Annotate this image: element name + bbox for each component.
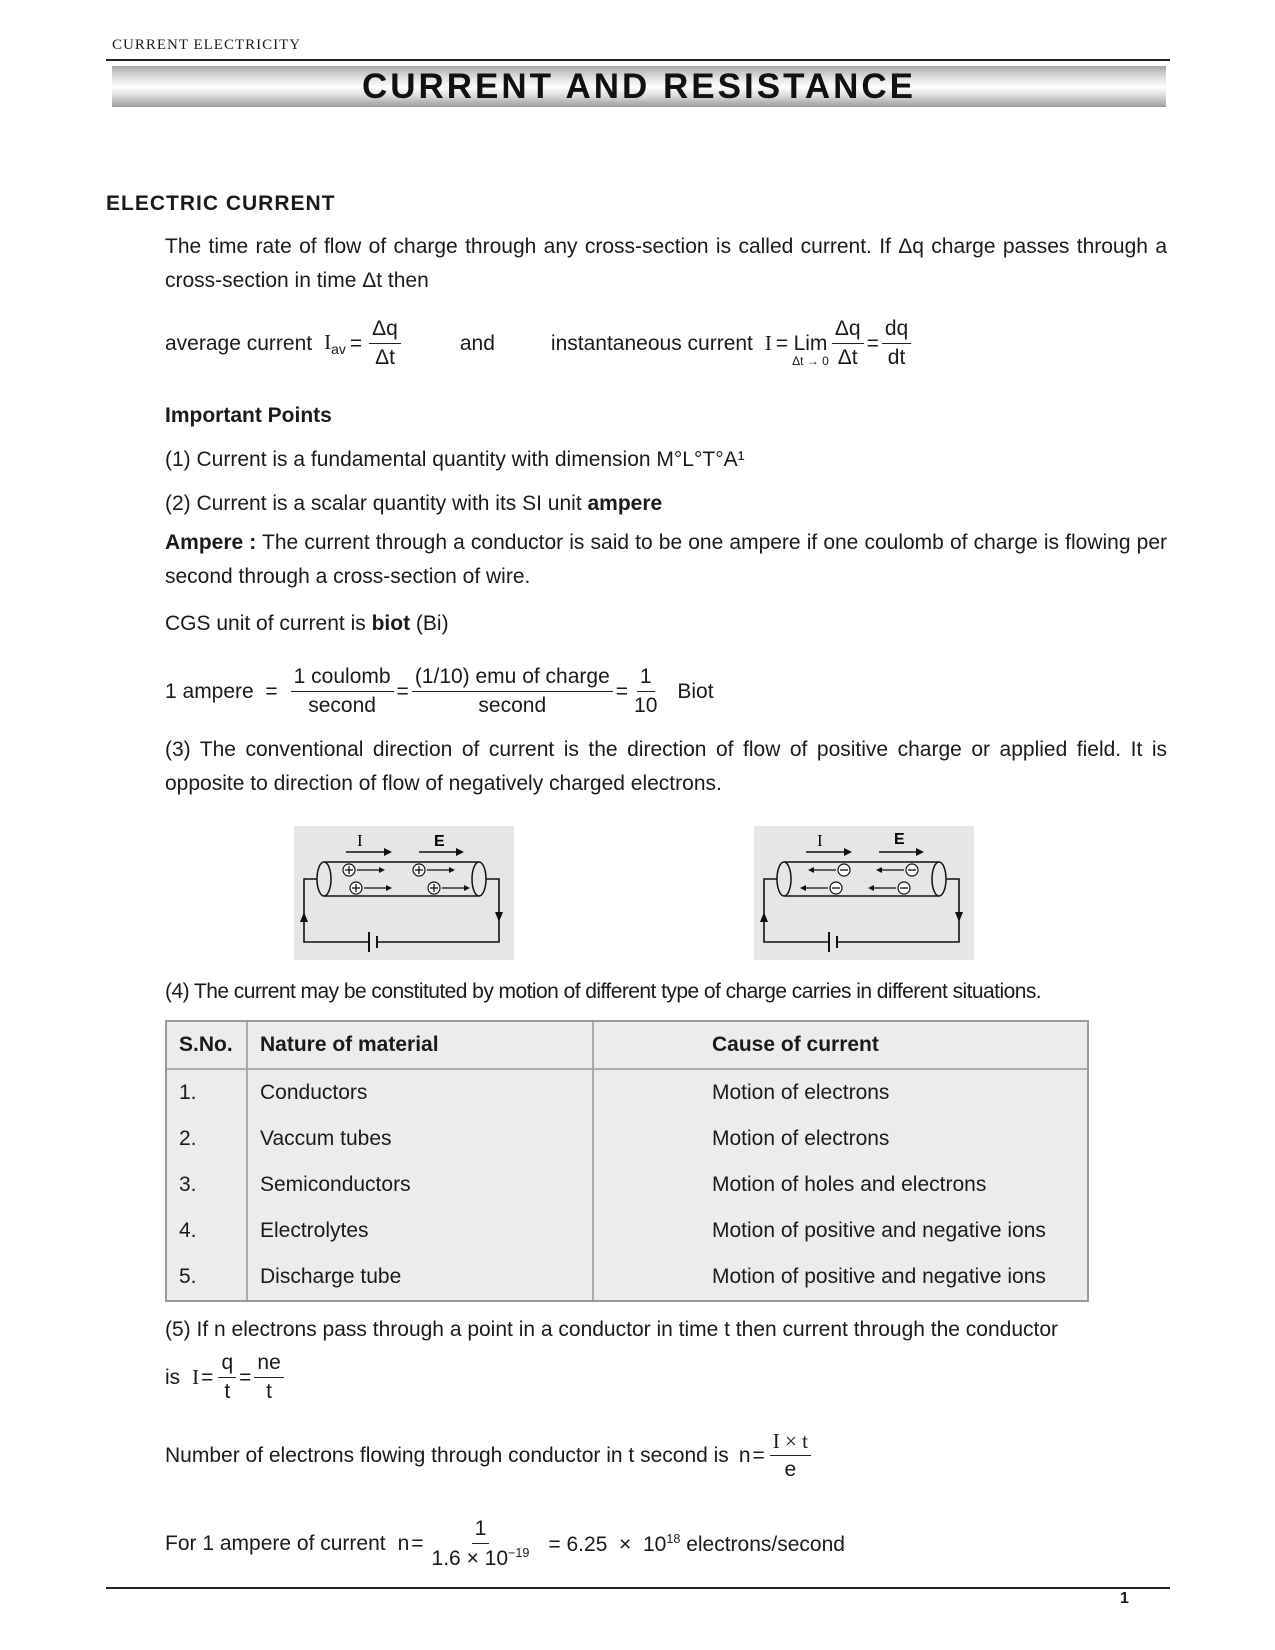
inst-current-symbol: I	[764, 331, 772, 356]
number-of-electrons-equation: Number of electrons flowing through conductor in t second is n = $\frac{I \times t}{e}$	[165, 1430, 814, 1481]
current-from-electrons-equation: is I = $\frac{q}{t}$ = $\frac{ne}{t}$	[165, 1352, 287, 1403]
cgs-unit: CGS unit of current is biot (Bi)	[165, 612, 449, 635]
page-number: 1	[1120, 1590, 1129, 1607]
table-cell: 1.	[167, 1069, 247, 1116]
table-header: Nature of material	[247, 1022, 593, 1069]
charge-carriers-table	[167, 1022, 1087, 1300]
important-points-heading: Important Points	[165, 404, 332, 427]
inst-current-label: instantaneous current	[550, 331, 753, 355]
field-label: E	[434, 833, 445, 850]
table-row	[167, 1116, 1087, 1162]
table-cell: 5.	[167, 1254, 247, 1300]
table-cell: Vaccum tubes	[247, 1116, 593, 1162]
avg-current-symbol: $I_{av}$	[324, 329, 346, 358]
table-cell: Motion of holes and electrons	[712, 1173, 987, 1196]
table-cell: 2.	[167, 1116, 247, 1162]
table-cell: Motion of electrons	[712, 1127, 890, 1150]
avg-current-label: average current	[165, 331, 313, 355]
field-label: E	[894, 831, 905, 848]
table-header-row	[167, 1022, 1087, 1069]
limit-operator: Lim Δt → 0	[792, 331, 829, 368]
table-cell: Motion of positive and negative ions	[712, 1219, 1046, 1242]
table-cell: 3.	[167, 1162, 247, 1208]
and-text: and	[459, 331, 495, 355]
point-3: (3) The conventional direction of current is the direction of flow of positive charge or applied field. It is opposite to direction of flow of negatively charged electrons.	[165, 738, 1167, 795]
charge-carriers-table-frame	[165, 1020, 1089, 1302]
avg-current-fraction: $\frac{\Delta q}{\Delta t}$	[369, 318, 401, 369]
current-definition-equations: average current $I_{av}$ = $\frac{\Delta q}{\Delta t}$ and instantaneous current I = Lim Δt → 0 $\frac{\Delta q}{\Delta t}$ = $\frac{dq}{dt}$	[165, 318, 1165, 369]
table-header: S.No.	[167, 1022, 247, 1069]
table-cell: Semiconductors	[247, 1162, 593, 1208]
ampere-definition: Ampere : The current through a conductor is said to be one ampere if one coulomb of charge is flowing per second through a cross-section of wire.	[165, 531, 1167, 588]
table-cell: Electrolytes	[247, 1208, 593, 1254]
point-1: (1) Current is a fundamental quantity with dimension M°L°T°A¹	[165, 448, 745, 471]
positive-charge-flow-figure	[294, 826, 514, 960]
ampere-biot-conversion: 1 ampere = $\frac{\text{1 coulomb}}{\text{second}}$ = $\frac{\text{(1/10) emu of charge}}{\text{second}}$ = $\frac{1}{10}$ Biot	[165, 665, 714, 718]
table-row	[167, 1069, 1087, 1116]
table-cell: Discharge tube	[247, 1254, 593, 1300]
table-row	[167, 1162, 1087, 1208]
table-cell: Conductors	[247, 1069, 593, 1116]
point-5: (5) If n electrons pass through a point in a conductor in time t then current through the conductor	[165, 1318, 1059, 1341]
page-title: CURRENT AND RESISTANCE	[112, 66, 1166, 107]
section-heading: ELECTRIC CURRENT	[106, 192, 336, 215]
table-cell: Motion of electrons	[712, 1081, 890, 1104]
one-ampere-electrons-equation: For 1 ampere of current n = $\frac{1}{1.6 \times 10^{-19}}$ = $6.25 \times 10^{18}$ electrons/second	[165, 1517, 845, 1571]
inst-current-fraction-1: $\frac{\Delta q}{\Delta t}$	[832, 318, 864, 369]
footer-rule	[106, 1587, 1170, 1589]
table-row	[167, 1208, 1087, 1254]
table-cell: 4.	[167, 1208, 247, 1254]
point-2: (2) Current is a scalar quantity with its SI unit ampere	[165, 492, 663, 515]
table-header: Cause of current	[593, 1022, 1087, 1069]
point-4: (4) The current may be constituted by motion of different type of charge carries in different situations.	[165, 980, 1042, 1003]
current-label: I	[817, 831, 823, 850]
inst-current-fraction-2: $\frac{dq}{dt}$	[882, 318, 911, 369]
table-row	[167, 1254, 1087, 1300]
table-cell: Motion of positive and negative ions	[712, 1265, 1046, 1288]
intro-paragraph: The time rate of flow of charge through any cross-section is called current. If Δq charge passes through a cross-section in time Δt then	[165, 235, 1167, 292]
header-rule	[106, 59, 1170, 61]
running-head: CURRENT ELECTRICITY	[112, 37, 302, 53]
current-label: I	[357, 831, 363, 850]
negative-charge-flow-figure	[754, 826, 974, 960]
